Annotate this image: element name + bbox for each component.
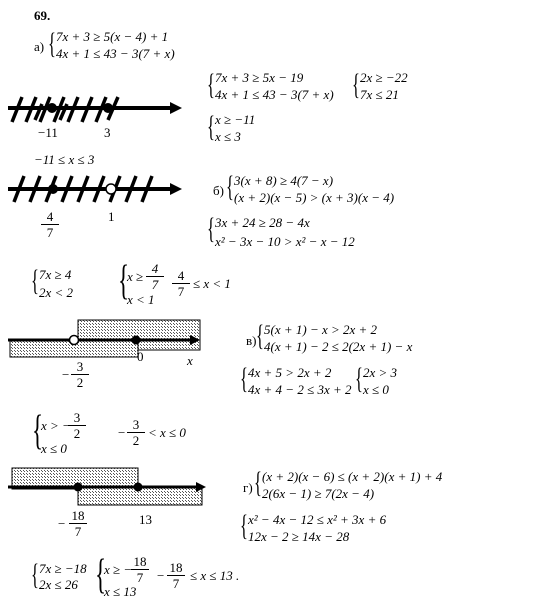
- d-step1-line2: 12x − 2 ≥ 14x − 28: [248, 529, 350, 544]
- c-answer-rest: < x ≤ 0: [148, 425, 186, 440]
- c-system-line2: 4(x + 1) − 2 ≤ 2(2x + 1) − x: [264, 339, 413, 354]
- b-step3-line2: x < 1: [127, 292, 155, 307]
- d-step3-sym: x ≥ −: [104, 562, 133, 577]
- b-step1-line2: x² − 3x − 10 > x² − x − 12: [215, 234, 355, 249]
- b-step2-line1: 7x ≥ 4: [39, 267, 72, 282]
- brace: {: [240, 509, 248, 542]
- d-answer-neg: −: [157, 568, 165, 583]
- point-minus-11: [47, 103, 57, 113]
- problem-number: 69.: [34, 8, 51, 23]
- brace: {: [31, 264, 39, 297]
- c-answer-frac: 3 2: [124, 418, 148, 447]
- b-system-line2: (x + 2)(x − 5) > (x + 3)(x − 4): [234, 190, 395, 205]
- part-d-label: г): [243, 480, 253, 495]
- brace: {: [355, 362, 363, 395]
- a-step1-line2: 4x + 1 ≤ 43 − 3(7 + x): [215, 87, 334, 102]
- d-step2-line2: 2x ≤ 26: [39, 577, 78, 592]
- brace: {: [207, 212, 215, 245]
- number-line-c: [8, 320, 200, 357]
- b-step3-frac: 4 7: [143, 262, 167, 291]
- b-answer-frac: 4 7: [169, 269, 193, 298]
- d-answer-frac: 18 7: [164, 561, 188, 590]
- b-step3-sym: x ≥: [127, 269, 144, 284]
- c-step1-line2: 4x + 4 − 2 ≤ 3x + 2: [248, 382, 352, 397]
- c-step3-line2: x ≤ 0: [41, 441, 67, 456]
- c-system-line1: 5(x + 1) − x > 2x + 2: [264, 322, 378, 337]
- brace: {: [32, 408, 44, 454]
- c-step1-line1: 4x + 5 > 2x + 2: [248, 365, 332, 380]
- b-answer-rest: ≤ x < 1: [193, 276, 231, 291]
- b-step1-line1: 3x + 24 ≥ 28 − 4x: [215, 215, 310, 230]
- brace: {: [226, 170, 234, 203]
- c-answer-neg: −: [118, 425, 126, 440]
- brace: {: [118, 258, 130, 304]
- d-step2-line1: 7x ≥ −18: [39, 561, 87, 576]
- point-4-7: [48, 184, 58, 194]
- brace: {: [31, 558, 39, 591]
- point-1-open: [106, 184, 116, 194]
- d-axis-frac: 18 7: [66, 509, 90, 538]
- point-minus-18-7: [74, 483, 83, 492]
- c-axis-label-x: x: [187, 353, 193, 368]
- c-step3-sym: x > −: [41, 418, 71, 433]
- d-system-line1: (x + 2)(x − 6) ≤ (x + 2)(x + 1) + 4: [262, 469, 443, 484]
- number-line-d: [8, 468, 206, 505]
- number-line-b: [8, 176, 182, 202]
- brace: {: [48, 27, 56, 60]
- d-step3-frac: 18 7: [128, 555, 152, 584]
- a-axis-label-minus11: −11: [38, 125, 58, 140]
- d-axis-neg: −: [58, 516, 66, 531]
- brace: {: [207, 68, 215, 101]
- brace: {: [254, 466, 262, 499]
- a-system-line1: 7x + 3 ≥ 5(x − 4) + 1: [56, 29, 169, 44]
- d-step1-line1: x² − 4x − 12 ≤ x² + 3x + 6: [248, 512, 387, 527]
- a-answer: −11 ≤ x ≤ 3: [34, 152, 95, 167]
- b-system-line1: 3(x + 8) ≥ 4(7 − x): [234, 173, 334, 188]
- brace: {: [240, 362, 248, 395]
- point-13: [134, 483, 143, 492]
- brace: {: [352, 68, 360, 101]
- brace: {: [256, 319, 264, 352]
- a-step2-line2: 7x ≤ 21: [360, 87, 399, 102]
- point-3: [103, 103, 113, 113]
- part-b-label: б): [213, 183, 224, 198]
- part-c-label: в): [246, 333, 257, 348]
- c-step2-line2: x ≤ 0: [363, 382, 389, 397]
- c-axis-frac: 3 2: [68, 360, 92, 389]
- brace: {: [95, 552, 107, 598]
- b-axis-label-4-7: 4 7: [38, 210, 62, 239]
- a-step1-line1: 7x + 3 ≥ 5x − 19: [215, 70, 304, 85]
- b-axis-label-1: 1: [108, 209, 115, 224]
- d-step3-line2: x ≤ 13: [104, 584, 137, 599]
- d-system-line2: 2(6x − 1) ≥ 7(2x − 4): [262, 486, 375, 501]
- part-a-label: а): [34, 39, 45, 54]
- a-step2-line1: 2x ≥ −22: [360, 70, 408, 85]
- b-step2-line2: 2x < 2: [39, 285, 74, 300]
- a-step3-line1: x ≥ −11: [215, 112, 256, 127]
- d-axis-label-13: 13: [139, 512, 152, 527]
- point-0: [132, 336, 141, 345]
- c-step2-line1: 2x > 3: [363, 365, 398, 380]
- a-system-line2: 4x + 1 ≤ 43 − 3(7 + x): [56, 46, 175, 61]
- c-axis-neg: −: [62, 367, 70, 382]
- brace: {: [207, 110, 215, 143]
- number-line-a: [8, 97, 182, 122]
- d-answer-rest: ≤ x ≤ 13 .: [190, 568, 240, 583]
- a-step3-line2: x ≤ 3: [215, 129, 241, 144]
- c-axis-label-0: 0: [137, 349, 144, 364]
- a-axis-label-3: 3: [104, 125, 111, 140]
- c-step3-frac: 3 2: [65, 411, 89, 440]
- point-minus-3-2-open: [70, 336, 79, 345]
